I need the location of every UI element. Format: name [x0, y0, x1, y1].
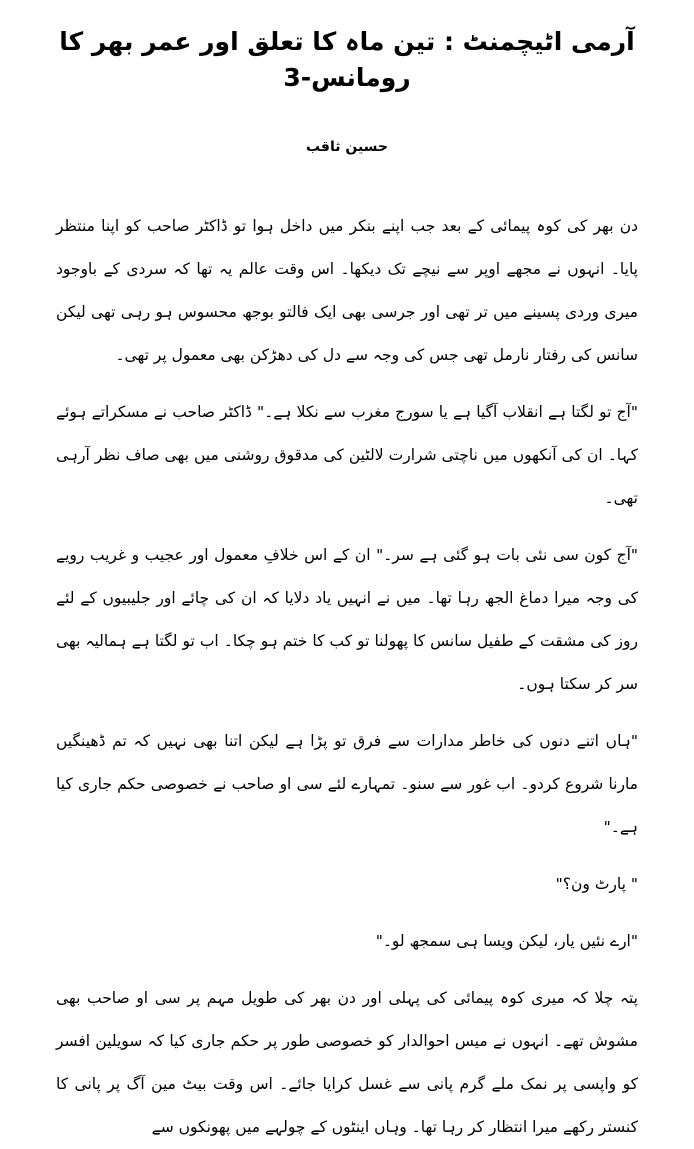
paragraph-4: "ہاں اتنے دنوں کی خاطر مدارات سے فرق تو پڑا ہے لیکن اتنا بھی نہیں کہ تم ڈھینگیں مارنا شروع کردو۔ اب غور سے سنو۔ تمہارے لئے سی او صاحب نے خصوصی حکم جاری کیا ہے۔" — [56, 731, 638, 836]
paragraph-7: پتہ چلا کہ میری کوہ پیمائی کی پہلی اور دن بھر کی طویل مہم پر سی او صاحب بھی مشوش تھے۔ انہوں نے میس احوالدار کو خصوصی طور پر حکم جاری کیا کہ سویلین افسر کو واپسی پر نمک ملے گرم پانی سے غسل کرایا جائے۔ اس وقت بیٹ مین آگ پر پانی کا کنستر رکھے میرا انتظار کر رہا تھا۔ وہاں اینٹوں کے چولہے میں پھونکوں سے — [56, 988, 638, 1136]
paragraph-3: "آج کون سی نئی بات ہو گئی ہے سر۔" ان کے اس خلافِ معمول اور عجیب و غریب رویے کی وجہ میرا دماغ الجھ رہا تھا۔ میں نے انہیں یاد دلایا کہ ان کی چائے اور جلیبیوں کے لئے روز کی مشقت کے طفیل سانس کا پھولنا تو کب کا ختم ہو چکا۔ اب تو لگتا ہے ہمالیہ بھی سر کر سکتا ہوں۔ — [56, 545, 638, 693]
paragraph-2: "آج تو لگتا ہے انقلاب آگیا ہے یا سورج مغرب سے نکلا ہے۔" ڈاکٹر صاحب نے مسکراتے ہوئے کہا۔ ان کی آنکھوں میں ناچتی شرارت لالٹین کی مدقوق روشنی میں بھی صاف نظر آرہی تھی۔ — [56, 402, 638, 507]
page-title: آرمی اٹیچمنٹ : تین ماہ کا تعلق اور عمر بھر کا رومانس-3 — [59, 27, 635, 93]
paragraph-5: " پارٹ ون؟" — [555, 874, 638, 893]
article-body — [56, 205, 638, 1149]
author-name: حسین ثاقب — [305, 138, 389, 155]
paragraph-6: "ارے نئیں یار، لیکن ویسا ہی سمجھ لو۔" — [375, 931, 638, 950]
paragraph-1: دن بھر کی کوہ پیمائی کے بعد جب اپنے بنکر میں داخل ہوا تو ڈاکٹر صاحب کو اپنا منتظر پایا۔ انہوں نے مجھے اوپر سے نیچے تک دیکھا۔ اس وقت عالم یہ تھا کہ سردی کے باوجود میری وردی پسینے میں تر تھی اور جرسی بھی ایک فالتو بوجھ محسوس ہو رہی تھی لیکن سانس کی رفتار نارمل تھی جس کی وجہ سے دل کی دھڑکن بھی معمول پر تھی۔ — [56, 216, 638, 364]
